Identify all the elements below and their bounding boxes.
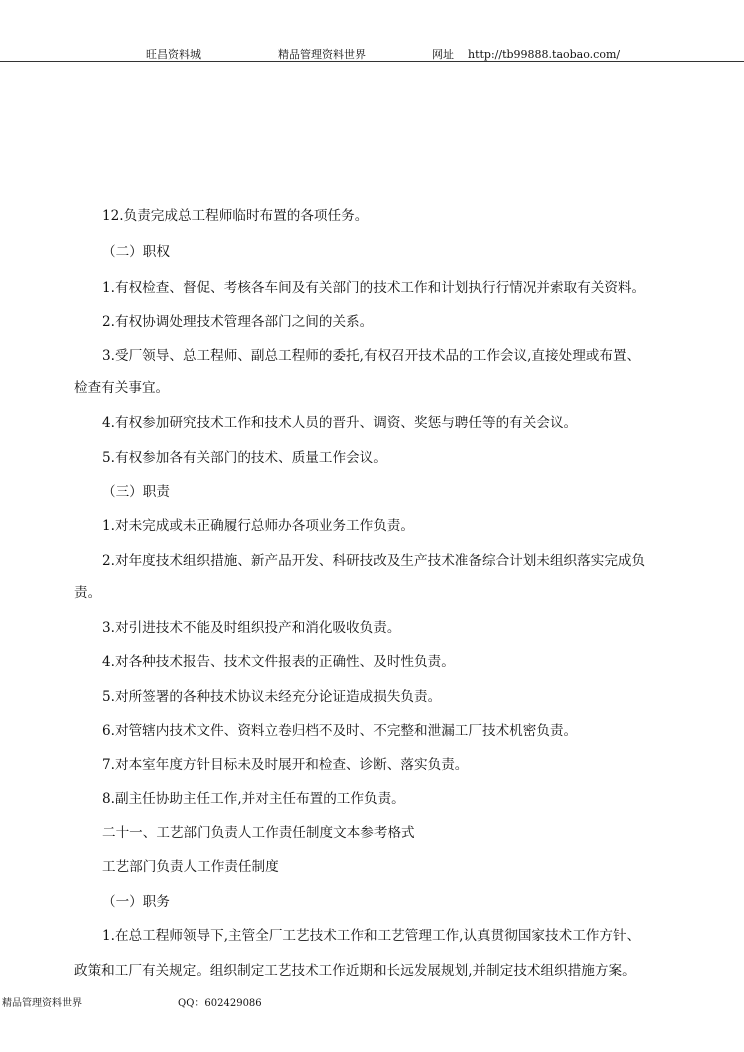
paragraph: 1.在总工程师领导下,主管全厂工艺技术工作和工艺管理工作,认真贯彻国家技术工作方针、 — [102, 928, 641, 944]
section-heading: （三）职责 — [102, 484, 170, 500]
header-url-group — [432, 46, 620, 62]
header-title: 精品管理资料世界 — [278, 48, 366, 61]
section-heading: （一）职务 — [102, 894, 170, 910]
page-header — [0, 44, 744, 62]
document-subtitle: 工艺部门负责人工作责任制度 — [102, 859, 279, 875]
paragraph: 5.有权参加各有关部门的技术、质量工作会议。 — [102, 450, 387, 466]
paragraph: 4.对各种技术报告、技术文件报表的正确性、及时性负责。 — [102, 654, 455, 670]
header-divider — [0, 61, 744, 62]
paragraph: 4.有权参加研究技术工作和技术人员的晋升、调资、奖惩与聘任等的有关会议。 — [102, 415, 578, 431]
footer-qq: QQ：602429086 — [178, 998, 262, 1009]
paragraph: 3.受厂领导、总工程师、副总工程师的委托,有权召开技术品的工作会议,直接处理或布置、 — [102, 348, 641, 364]
chapter-heading: 二十一、工艺部门负责人工作责任制度文本参考格式 — [102, 825, 415, 841]
paragraph: 2.对年度技术组织措施、新产品开发、科研技改及生产技术准备综合计划未组织落实完成负 — [102, 553, 646, 569]
paragraph-continuation: 检查有关事宜。 — [74, 380, 170, 396]
paragraph: 5.对所签署的各种技术协议未经充分论证造成损失负责。 — [102, 689, 442, 705]
paragraph: 8.副主任协助主任工作,并对主任布置的工作负责。 — [102, 791, 405, 807]
paragraph-continuation: 责。 — [74, 585, 102, 601]
header-shop-name: 旺昌资料城 — [146, 48, 201, 61]
paragraph-continuation: 政策和工厂有关规定。组织制定工艺技术工作近期和长远发展规划,并制定技术组织措施方案。 — [74, 963, 636, 979]
footer-title: 精品管理资料世界 — [2, 998, 82, 1009]
paragraph: 12.负责完成总工程师临时布置的各项任务。 — [102, 208, 369, 224]
paragraph: 3.对引进技术不能及时组织投产和消化吸收负责。 — [102, 620, 401, 636]
paragraph: 2.有权协调处理技术管理各部门之间的关系。 — [102, 314, 374, 330]
paragraph: 6.对管辖内技术文件、资料立卷归档不及时、不完整和泄漏工厂技术机密负责。 — [102, 723, 578, 739]
section-heading: （二）职权 — [102, 244, 170, 260]
header-url[interactable]: http://tb99888.taobao.com/ — [468, 48, 621, 61]
paragraph: 1.对未完成或未正确履行总师办各项业务工作负责。 — [102, 518, 415, 534]
paragraph: 7.对本室年度方针目标未及时展开和检查、诊断、落实负责。 — [102, 757, 469, 773]
header-url-label: 网址 — [432, 48, 454, 61]
paragraph: 1.有权检查、督促、考核各车间及有关部门的技术工作和计划执行行情况并索取有关资料。 — [102, 280, 646, 296]
